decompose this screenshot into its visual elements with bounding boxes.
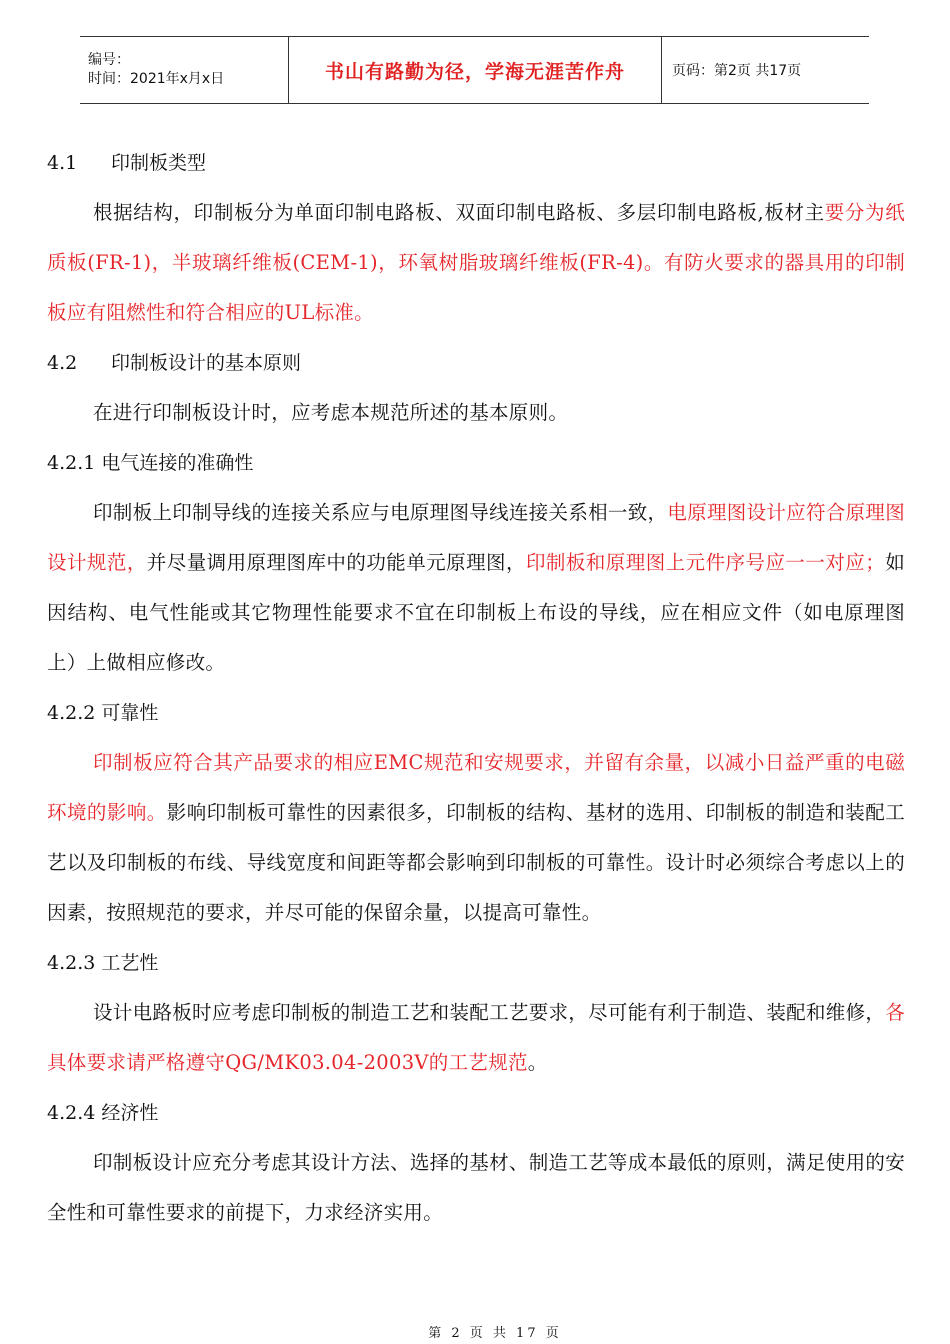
section-number: 4.2	[47, 352, 78, 374]
section-title: 印制板类型	[111, 152, 207, 174]
highlight-text: 要分为纸质板(FR-1)，半玻璃纤维板(CEM-1)，环氧树脂玻璃纤维板(FR-4)。有防火要求的器具用的印制板应有阻燃性和符合相应的UL标准。	[47, 201, 905, 324]
highlight-text: 电原理图设计应符合原理图设计规范，	[47, 501, 905, 574]
paragraph-4-1: 根据结构，印制板分为单面印制电路板、双面印制电路板、多层印制电路板,板材主要分为纸质板(FR-1)，半玻璃纤维板(CEM-1)，环氧树脂玻璃纤维板(FR-4)。有防火要求的器具用的印制板应有阻燃性和符合相应的UL标准。	[47, 201, 905, 324]
section-title: 印制板设计的基本原则	[111, 352, 302, 374]
section-heading-4-2	[47, 338, 905, 388]
header-meta	[80, 37, 288, 103]
section-number: 4.2.4	[47, 1102, 96, 1124]
paragraph-4-2-1: 印制板上印制导线的连接关系应与电原理图导线连接关系相一致，电原理图设计应符合原理图设计规范，并尽量调用原理图库中的功能单元原理图，印制板和原理图上元件序号应一一对应；如因结构、电气性能或其它物理性能要求不宜在印制板上布设的导线，应在相应文件（如电原理图上）上做相应修改。	[47, 501, 905, 674]
header-page-info: 页码：第2页 共17页	[672, 63, 802, 79]
paragraph-4-2: 在进行印制板设计时，应考虑本规范所述的基本原则。	[93, 401, 569, 424]
paragraph-4-2-4: 印制板设计应充分考虑其设计方法、选择的基材、制造工艺等成本最低的原则，满足使用的安全性和可靠性要求的前提下，力求经济实用。	[47, 1151, 905, 1224]
section-heading-4-2-1	[47, 438, 905, 488]
paragraph-4-2-3: 设计电路板时应考虑印制板的制造工艺和装配工艺要求，尽可能有利于制造、装配和维修，各具体要求请严格遵守QG/MK03.04-2003V的工艺规范。	[47, 1001, 905, 1074]
document-body	[47, 138, 905, 1238]
section-number: 4.2.3	[47, 952, 96, 974]
header-motto: 书山有路勤为径，学海无涯苦作舟	[288, 37, 662, 103]
section-heading-4-1	[47, 138, 905, 188]
page-header	[80, 36, 869, 104]
section-number: 4.2.1	[47, 452, 96, 474]
date-label: 时间：2021年x月x日	[88, 71, 225, 87]
section-number: 4.1	[47, 152, 78, 174]
section-title: 工艺性	[101, 952, 159, 974]
paragraph-4-2-2: 印制板应符合其产品要求的相应EMC规范和安规要求，并留有余量，以减小日益严重的电磁环境的影响。影响印制板可靠性的因素很多，印制板的结构、基材的选用、印制板的制造和装配工艺以及印制板的布线、导线宽度和间距等都会影响到印制板的可靠性。设计时必须综合考虑以上的因素，按照规范的要求，并尽可能的保留余量，以提高可靠性。	[47, 751, 905, 924]
section-title: 可靠性	[101, 702, 159, 724]
section-heading-4-2-4	[47, 1088, 905, 1138]
section-title: 电气连接的准确性	[101, 452, 254, 474]
serial-label: 编号：	[88, 52, 130, 68]
section-title: 经济性	[101, 1102, 159, 1124]
highlight-text: 各具体要求请严格遵守QG/MK03.04-2003V的工艺规范	[47, 1001, 905, 1074]
section-heading-4-2-3	[47, 938, 905, 988]
page-footer: 第 2 页 共 17 页	[428, 1326, 562, 1341]
highlight-text: 印制板和原理图上元件序号应一一对应；	[525, 551, 886, 574]
section-heading-4-2-2	[47, 688, 905, 738]
section-number: 4.2.2	[47, 702, 96, 724]
highlight-text: 印制板应符合其产品要求的相应EMC规范和安规要求，并留有余量，以减小日益严重的电磁环境的影响。	[47, 751, 905, 824]
